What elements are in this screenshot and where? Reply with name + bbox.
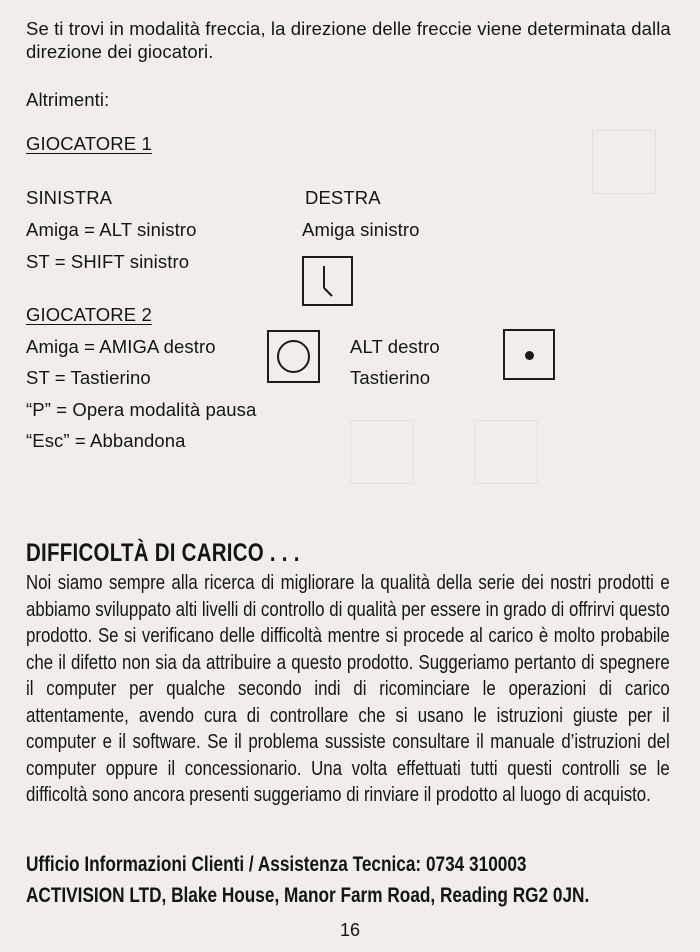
player1-left-label: SINISTRA [26,187,113,208]
intro-line-2: direzione dei giocatori. [26,41,214,62]
otherwise-label: Altrimenti: [26,89,110,110]
player1-heading: GIOCATORE 1 [26,133,152,154]
player1-right-amiga: Amiga sinistro [302,219,420,240]
player2-right-amiga: ALT destro [350,336,440,357]
dot-icon [525,351,534,360]
circle-icon [277,340,310,373]
company-address-line: ACTIVISION LTD, Blake House, Manor Farm Road, Reading RG2 0JN. [26,884,590,907]
player2-esc: “Esc” = Abbandona [26,430,186,451]
show-through-box-3 [592,130,656,194]
player2-amiga: Amiga = AMIGA destro [26,336,216,357]
loading-difficulty-title: DIFFICOLTÀ DI CARICO . . . [26,539,300,567]
dot-key-icon [503,329,555,380]
player2-right-st: Tastierino [350,367,431,388]
circle-key-icon [267,330,320,383]
clock-key-icon [302,256,353,306]
intro-line-1: Se ti trovi in modalità freccia, la direzione delle freccie viene determinata dalla [26,18,671,39]
player2-heading: GIOCATORE 2 [26,304,152,325]
player1-left-amiga: Amiga = ALT sinistro [26,219,197,240]
show-through-box-2 [474,420,538,484]
customer-service-line: Ufficio Informazioni Clienti / Assistenza Tecnica: 0734 310003 [26,853,527,876]
player2-pause: “P” = Opera modalità pausa [26,399,257,420]
loading-difficulty-paragraph: Noi siamo sempre alla ricerca di migliorare la qualità della serie dei nostri prodotti e abbiamo sviluppato alti livelli di controllo di qualità per essere in grado di offrirvi questo prodotto. Se si verificano delle difficoltà mentre si procede al carico è molto probabile che il difetto non sia da attribuire a questo prodotto. Suggeriamo pertanto di spegnere il computer per qualche secondo indi di ricominciare le operazioni di carico attentamente, avendo cura di controllare che si usano le istruzioni giuste per il computer e il software. Se il problema sussiste consultare il manuale d’istruzioni del computer oppure il concessionario. Una volta effettuati tutti questi controlli se le difficoltà sono ancora presenti suggeriamo di rinviare il prodotto al luogo di acquisto. [26,571,670,806]
player1-right-label: DESTRA [305,187,381,208]
show-through-box-1 [350,420,414,484]
player2-st: ST = Tastierino [26,367,151,388]
page-number: 16 [339,920,361,940]
player1-left-st: ST = SHIFT sinistro [26,251,190,272]
